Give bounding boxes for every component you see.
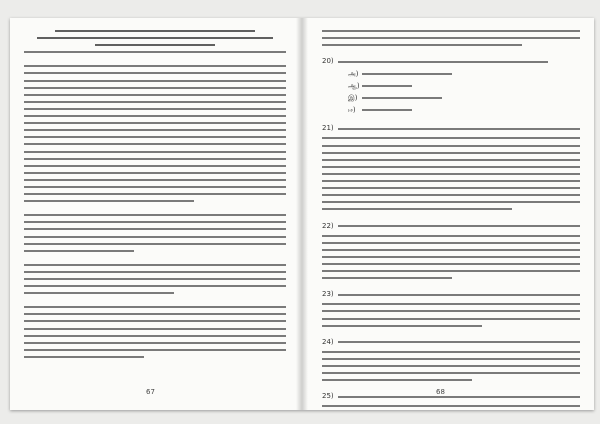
text-line bbox=[322, 249, 580, 251]
text-line bbox=[322, 208, 512, 210]
text-line bbox=[24, 271, 286, 273]
text-line bbox=[322, 235, 580, 237]
text-line bbox=[24, 72, 286, 74]
left-page bbox=[10, 18, 302, 410]
sub-item bbox=[348, 94, 580, 102]
text-line bbox=[322, 180, 580, 182]
text-line bbox=[322, 277, 452, 279]
text-line bbox=[322, 187, 580, 189]
text-line bbox=[24, 335, 286, 337]
text-line bbox=[24, 186, 286, 188]
text-line bbox=[322, 44, 522, 46]
text-line bbox=[362, 85, 412, 87]
sub-item bbox=[348, 82, 580, 90]
text-line bbox=[24, 94, 286, 96]
page-number: 67 bbox=[146, 388, 155, 396]
sub-item-marker: ஆ) bbox=[348, 82, 360, 91]
sub-item-marker: ஈ) bbox=[348, 106, 356, 115]
text-line bbox=[24, 200, 194, 202]
text-line bbox=[322, 173, 580, 175]
list-number: 21) bbox=[322, 124, 334, 133]
book-spread bbox=[10, 18, 594, 410]
right-page bbox=[302, 18, 594, 410]
text-line bbox=[322, 201, 580, 203]
heading-line bbox=[95, 44, 215, 46]
sub-item bbox=[348, 70, 580, 78]
heading-line bbox=[37, 37, 273, 39]
list-number: 25) bbox=[322, 392, 334, 401]
text-line bbox=[338, 225, 580, 227]
sub-item-marker: இ) bbox=[348, 94, 358, 103]
text-line bbox=[24, 264, 286, 266]
text-line bbox=[24, 349, 286, 351]
text-line bbox=[24, 356, 144, 358]
text-line bbox=[322, 303, 580, 305]
text-line bbox=[24, 193, 286, 195]
text-line bbox=[322, 37, 580, 39]
text-line bbox=[24, 285, 286, 287]
text-line bbox=[24, 278, 286, 280]
text-line bbox=[322, 310, 580, 312]
list-item bbox=[322, 393, 580, 400]
text-line bbox=[362, 97, 442, 99]
list-number: 23) bbox=[322, 290, 334, 299]
text-line bbox=[322, 405, 580, 407]
text-line bbox=[322, 137, 580, 139]
page-number: 68 bbox=[436, 388, 445, 396]
text-line bbox=[322, 30, 580, 32]
left-page-text bbox=[24, 30, 286, 363]
text-line bbox=[338, 128, 580, 130]
text-line bbox=[24, 87, 286, 89]
text-line bbox=[24, 129, 286, 131]
text-line bbox=[322, 351, 580, 353]
text-line bbox=[24, 115, 286, 117]
heading-line bbox=[55, 30, 255, 32]
list-item bbox=[322, 58, 580, 65]
text-line bbox=[338, 341, 580, 343]
text-line bbox=[322, 372, 580, 374]
text-line bbox=[24, 221, 286, 223]
sub-item-marker: அ) bbox=[348, 70, 359, 79]
text-line bbox=[24, 328, 286, 330]
text-line bbox=[24, 179, 286, 181]
list-item bbox=[322, 125, 580, 132]
text-line bbox=[24, 214, 286, 216]
text-line bbox=[24, 228, 286, 230]
text-line bbox=[24, 313, 286, 315]
list-number: 24) bbox=[322, 337, 334, 346]
text-line bbox=[362, 73, 452, 75]
text-line bbox=[322, 379, 472, 381]
text-line bbox=[24, 250, 134, 252]
text-line bbox=[24, 236, 286, 238]
right-page-text bbox=[322, 30, 580, 410]
text-line bbox=[24, 306, 286, 308]
text-line bbox=[322, 159, 580, 161]
text-line bbox=[322, 270, 580, 272]
text-line bbox=[322, 194, 580, 196]
text-line bbox=[24, 80, 286, 82]
list-item bbox=[322, 223, 580, 230]
text-line bbox=[24, 51, 286, 53]
sub-item bbox=[348, 106, 580, 114]
text-line bbox=[24, 136, 286, 138]
text-line bbox=[322, 325, 482, 327]
text-line bbox=[24, 165, 286, 167]
text-line bbox=[338, 61, 548, 63]
text-line bbox=[322, 152, 580, 154]
text-line bbox=[24, 151, 286, 153]
list-item bbox=[322, 291, 580, 298]
text-line bbox=[322, 358, 580, 360]
text-line bbox=[338, 396, 580, 398]
text-line bbox=[24, 320, 286, 322]
text-line bbox=[362, 109, 412, 111]
list-number: 22) bbox=[322, 221, 334, 230]
text-line bbox=[322, 318, 580, 320]
text-line bbox=[338, 294, 580, 296]
text-line bbox=[322, 365, 580, 367]
text-line bbox=[24, 342, 286, 344]
text-line bbox=[322, 166, 580, 168]
text-line bbox=[24, 122, 286, 124]
text-line bbox=[24, 65, 286, 67]
text-line bbox=[24, 108, 286, 110]
text-line bbox=[322, 242, 580, 244]
list-number: 20) bbox=[322, 57, 334, 66]
text-line bbox=[24, 158, 286, 160]
text-line bbox=[24, 143, 286, 145]
text-line bbox=[24, 292, 174, 294]
text-line bbox=[24, 172, 286, 174]
text-line bbox=[24, 243, 286, 245]
text-line bbox=[322, 263, 580, 265]
text-line bbox=[24, 101, 286, 103]
list-item bbox=[322, 339, 580, 346]
text-line bbox=[322, 145, 580, 147]
text-line bbox=[322, 256, 580, 258]
